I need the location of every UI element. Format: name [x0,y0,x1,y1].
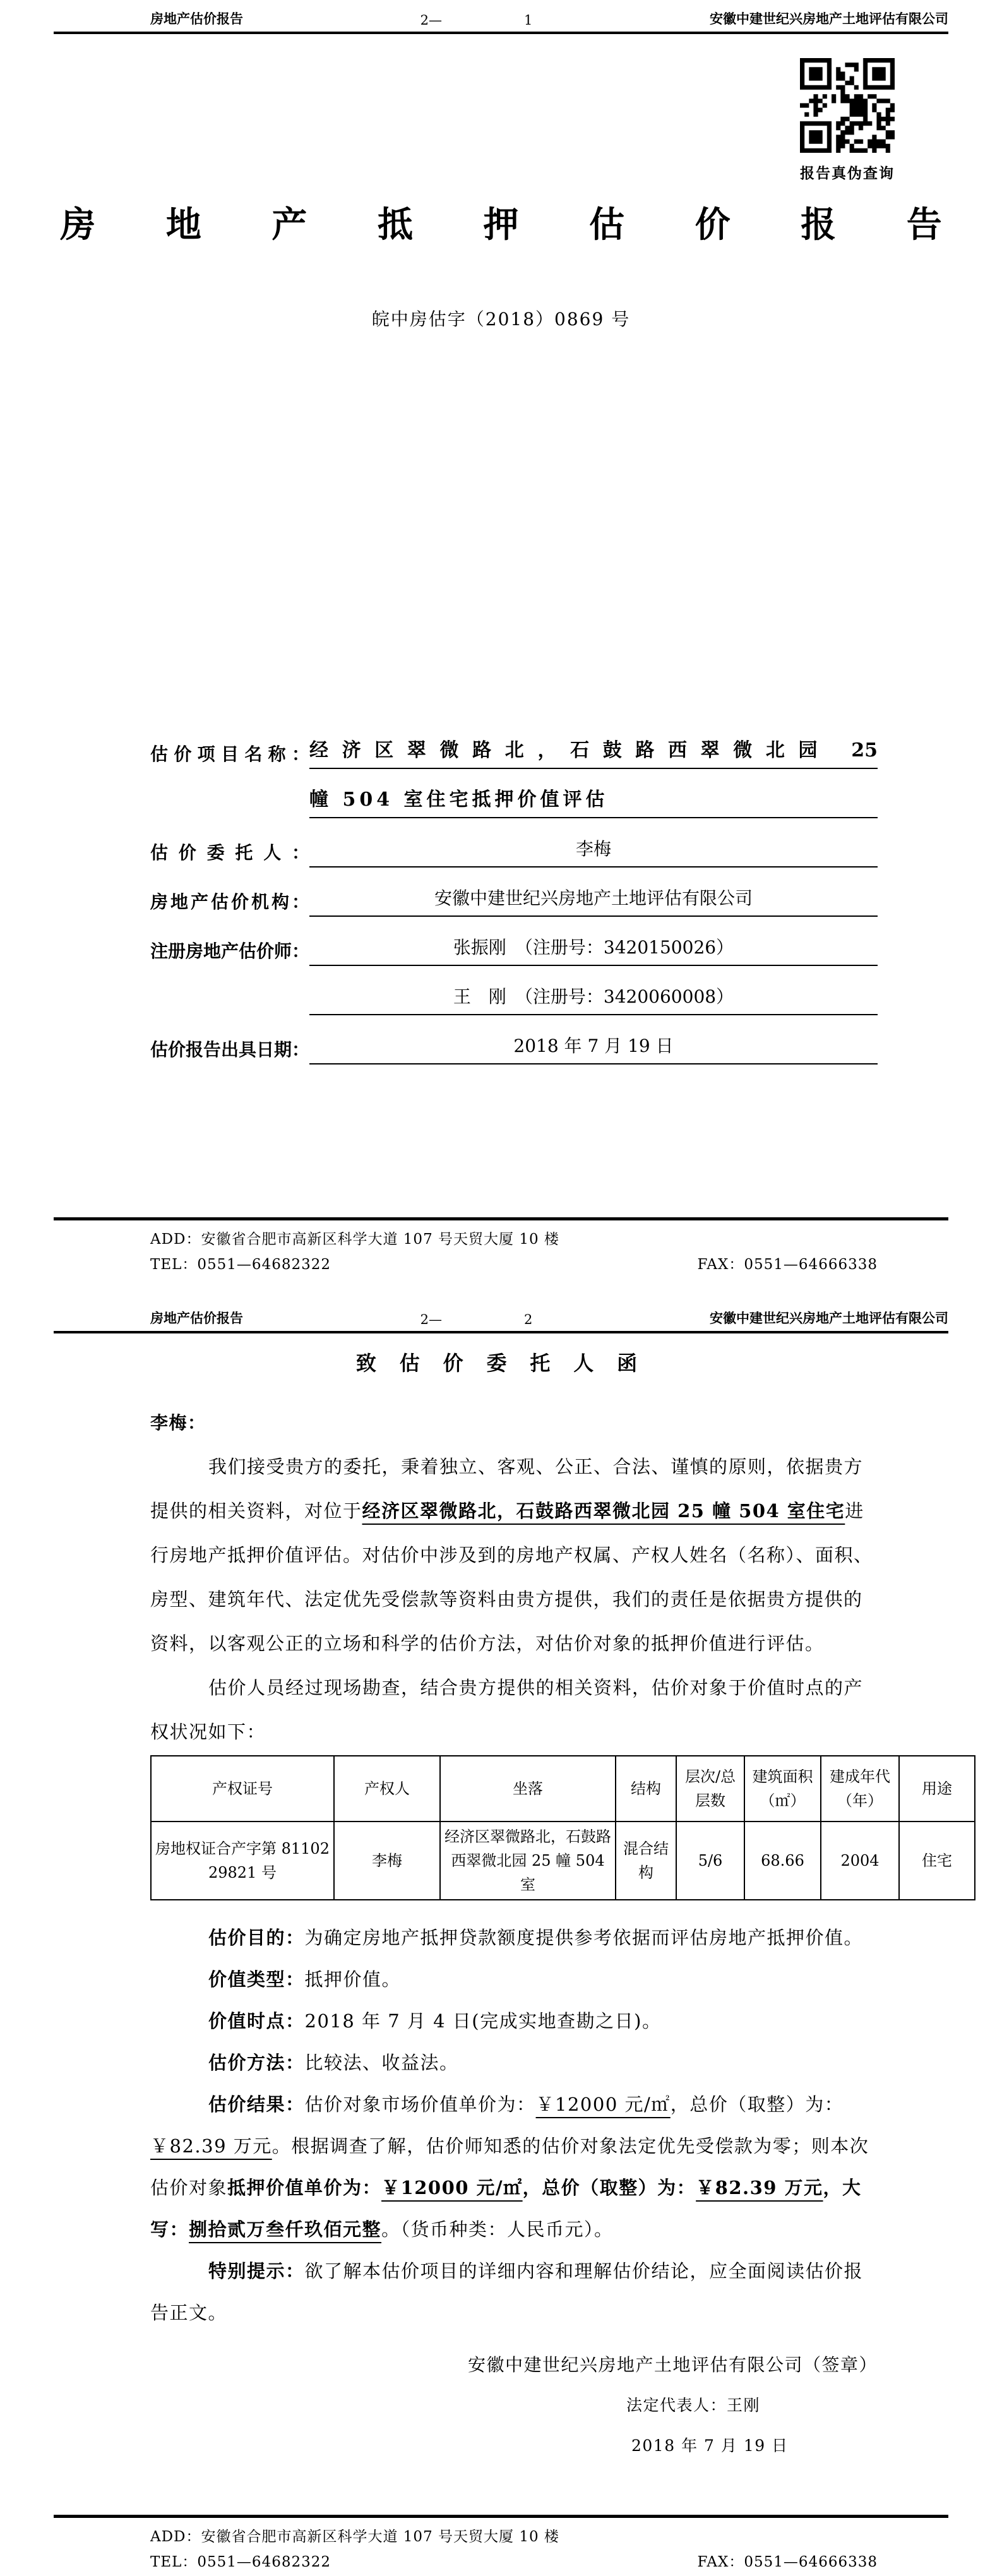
header-doc-type: 房地产估价报告 [150,1311,243,1326]
special-notice: 特别提示：欲了解本估价项目的详细内容和理解估价结论，应全面阅读估价报告正文。 [150,2260,864,2323]
report-document-number: 皖中房估字（2018）0869 号 [371,309,631,330]
footer-fax: FAX：0551—64666338 [697,1256,878,1273]
table-cell-cert-no: 房地权证合产字第 8110229821 号 [151,1822,334,1900]
form-value: 幢 504 室住宅抵押价值评估 [309,785,878,818]
table-cell-structure: 混合结构 [616,1822,676,1900]
table-header-cell: 产权人 [334,1756,440,1822]
form-row-appraiser-2 [150,982,878,1015]
footer-tel: TEL：0551—64682322 [150,1256,331,1273]
form-row-project-name-line2 [150,785,878,818]
form-row-project-name [150,736,878,769]
letter-paragraph-2: 估价人员经过现场勘查，结合贵方提供的相关资料，估价对象于价值时点的产权状况如下： [150,1677,864,1743]
signature-date: 2018 年 7 月 19 日 [631,2436,789,2455]
page-header [54,0,948,34]
header-page-indicator [243,1312,710,1327]
footer-address: ADD：安徽省合肥市高新区科学大道 107 号天贸大厦 10 楼 [150,1231,559,1248]
letter-to-client-page [0,1299,1002,2576]
footer-tel: TEL：0551—64682322 [150,2554,331,2570]
report-title: 房 地 产 抵 押 估 价 报 告 [60,205,972,244]
signature-legal-representative: 法定代表人：王刚 [626,2396,761,2414]
footer-address: ADD：安徽省合肥市高新区科学大道 107 号天贸大厦 10 楼 [150,2529,559,2545]
letter-title: 致 估 价 委 托 人 函 [355,1352,647,1374]
form-label: 注册房地产估价师： [150,941,310,961]
appraisal-purpose: 估价目的：为确定房地产抵押贷款额度提供参考依据而评估房地产抵押价值。 [208,1927,864,1948]
table-header-cell: 产权证号 [151,1756,334,1822]
table-header-cell: 坐落 [440,1756,616,1822]
table-header-cell: 建筑面积（㎡） [744,1756,821,1822]
form-value: 王 刚 （注册号：3420060008） [309,982,878,1015]
header-company-name: 安徽中建世纪兴房地产土地评估有限公司 [710,1311,948,1326]
letter-salutation: 李梅： [150,1412,206,1433]
form-row-agency [150,884,878,917]
page-header [54,1299,948,1333]
form-row-issue-date [150,1032,878,1064]
form-value: 张振刚 （注册号：3420150026） [309,933,878,966]
form-label: 估价报告出具日期： [150,1040,310,1059]
form-value: 经济区翠微路北，石鼓路西翠微北园 25 [309,736,878,769]
table-cell-location: 经济区翠微路北，石鼓路西翠微北园 25 幢 504 室 [440,1822,616,1900]
form-value: 2018 年 7 月 19 日 [309,1032,878,1064]
form-row-appraiser-1 [150,933,878,966]
header-page-number: 1 [524,13,533,28]
header-page-number: 2 [524,1312,533,1327]
table-header-row [151,1756,975,1822]
table-header-cell: 用途 [899,1756,975,1822]
table-header-cell: 层次/总层数 [676,1756,744,1822]
letter-paragraph-1: 我们接受贵方的委托，秉着独立、客观、公正、合法、谨慎的原则，依据贵方提供的相关资料，对位于经济区翠微路北，石鼓路西翠微北园 25 幢 504 室住宅进行房地产抵押价值评估。对估价中涉及到的房地产权属、产权人姓名（名称）、面积、房型、建筑年代、法定优先受偿款等资料由贵方提供，我们的责任是依据贵方提供的资料，以客观公正的立场和科学的估价方法，对估价对象的抵押价值进行评估。 [150,1456,873,1654]
cover-form [54,736,948,1064]
qr-caption: 报告真伪查询 [800,165,895,181]
appraisal-method: 估价方法：比较法、收益法。 [208,2052,459,2073]
header-doc-type: 房地产估价报告 [150,12,243,27]
appraisal-result: 估价结果：估价对象市场价值单价为：￥12000 元/㎡，总价（取整）为：￥82.39 万元。根据调查了解，估价师知悉的估价对象法定优先受偿款为零；则本次估价对象抵押价值单价为：￥12000 元/㎡，总价（取整）为：￥82.39 万元，大写：捌拾贰万叁仟玖佰元整。（货币种类：人民币元）。 [150,2094,869,2240]
property-rights-table [150,1755,975,1900]
table-cell-floor: 5/6 [676,1822,744,1900]
value-type: 价值类型：抵押价值。 [208,1969,402,1990]
table-row [151,1822,975,1900]
form-row-client [150,835,878,868]
table-header-cell: 建成年代（年） [821,1756,899,1822]
appraisal-summary-block [150,1917,878,2334]
table-header-cell: 结构 [616,1756,676,1822]
qr-verification-block [800,58,895,182]
page-footer [54,2515,948,2575]
form-value: 安徽中建世纪兴房地产土地评估有限公司 [309,884,878,917]
qr-code [800,58,895,153]
form-label: 房地产估价机构： [150,892,309,912]
header-page-prefix: 2— [420,1312,442,1327]
table-cell-owner: 李梅 [334,1822,440,1900]
table-cell-year: 2004 [821,1822,899,1900]
form-label: 估价项目名称： [150,744,309,764]
table-cell-area: 68.66 [744,1822,821,1900]
page-footer [54,1217,948,1277]
header-company-name: 安徽中建世纪兴房地产土地评估有限公司 [710,12,948,27]
form-value: 李梅 [309,835,878,868]
value-date: 价值时点：2018 年 7 月 4 日(完成实地查勘之日)。 [208,2010,662,2032]
table-cell-usage: 住宅 [899,1822,975,1900]
footer-fax: FAX：0551—64666338 [697,2554,878,2570]
header-page-indicator [243,13,710,28]
signature-company-line: 安徽中建世纪兴房地产土地评估有限公司（签章） [467,2354,878,2375]
form-label: 估价委托人： [150,843,309,862]
header-page-prefix: 2— [420,13,442,28]
letter-body [54,1410,952,2457]
